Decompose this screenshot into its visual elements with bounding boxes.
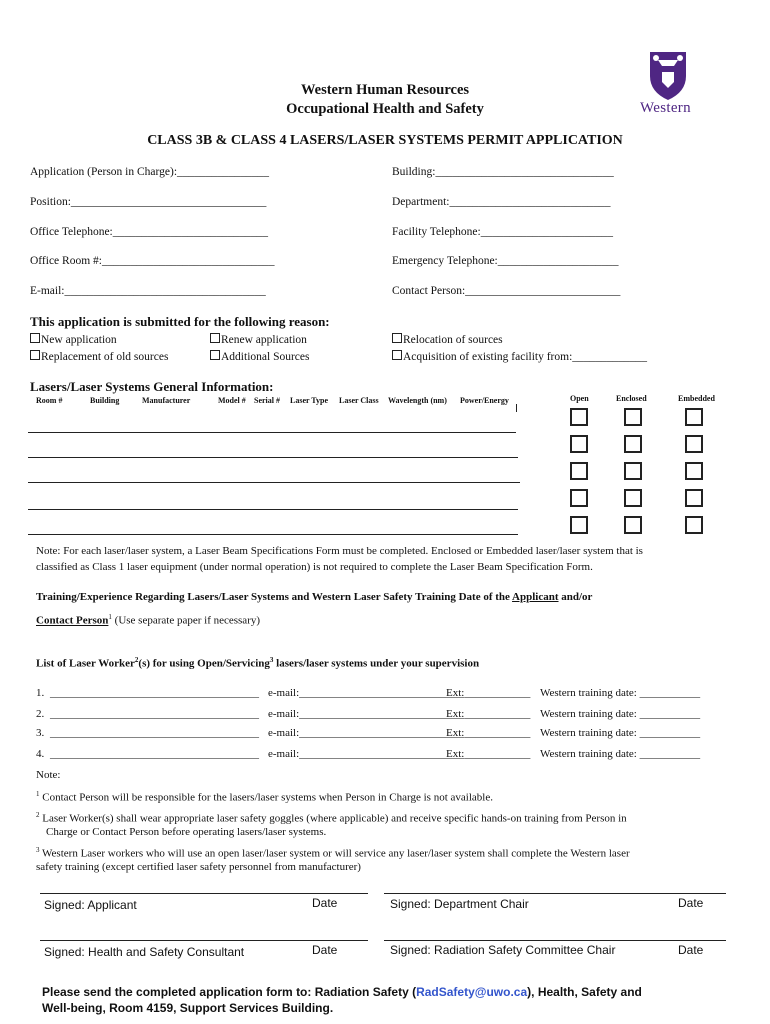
worker-training-field[interactable]: Western training date: ___________ — [540, 687, 701, 699]
col-manufacturer: Manufacturer — [142, 396, 191, 405]
worker-name-field[interactable]: ______________________________________ — [50, 727, 259, 739]
footer-line-1 — [42, 985, 642, 999]
worker-num: 4. — [36, 748, 45, 760]
checkbox-icon[interactable] — [30, 333, 40, 343]
signed-applicant-label: Signed: Applicant — [44, 898, 137, 912]
footnote-3-text: Western Laser workers who will use an open laser/laser system or will service any laser/laser system shall complete the Western laser — [39, 847, 630, 860]
embedded-checkbox[interactable] — [685, 516, 703, 534]
signed-chair-label: Signed: Department Chair — [390, 897, 529, 911]
col-wavelength: Wavelength (nm) — [388, 396, 447, 405]
building-field[interactable]: Building:_______________________________ — [392, 166, 614, 178]
worker-ext-field[interactable]: Ext:____________ — [446, 687, 531, 699]
date-label: Date — [312, 943, 338, 957]
reason-renew-label: Renew application — [221, 334, 307, 346]
training-contact-person: Contact Person — [36, 614, 109, 627]
lasers-heading: Lasers/Laser Systems General Information: — [30, 379, 274, 394]
enclosed-checkbox[interactable] — [624, 516, 642, 534]
signature-line-chair[interactable] — [384, 893, 726, 894]
signature-line-applicant[interactable] — [40, 893, 368, 894]
training-prefix: Training/Experience Regarding Lasers/Laser Systems and Western Laser Safety Training Date of the — [36, 591, 513, 603]
signature-line-rsc[interactable] — [384, 940, 726, 941]
email-field[interactable]: E-mail:___________________________________ — [30, 285, 266, 297]
reason-relocation[interactable] — [392, 333, 503, 346]
enclosed-checkbox[interactable] — [624, 489, 642, 507]
workers-heading-b: (s) for using Open/Servicing — [138, 657, 270, 670]
footnote-2-cont: Charge or Contact Person before operating lasers/laser systems. — [46, 826, 327, 838]
application-field[interactable]: Application (Person in Charge):________________ — [30, 166, 270, 178]
footer-text-a: Please send the completed application form to: Radiation Safety ( — [42, 985, 417, 999]
form-title: CLASS 3B & CLASS 4 LASERS/LASER SYSTEMS PERMIT APPLICATION — [147, 133, 623, 148]
reason-replacement-label: Replacement of old sources — [41, 351, 169, 363]
open-checkbox[interactable] — [570, 516, 588, 534]
footer-line-2: Well-being, Room 4159, Support Services Building. — [42, 1001, 334, 1015]
open-checkbox[interactable] — [570, 435, 588, 453]
embedded-checkbox[interactable] — [685, 462, 703, 480]
table-row[interactable] — [28, 534, 518, 535]
footnote-ref: 1 — [36, 790, 40, 798]
footer-email-link[interactable]: RadSafety@uwo.ca — [416, 985, 528, 999]
col-laser-class: Laser Class — [339, 396, 379, 405]
facility-telephone-field[interactable]: Facility Telephone:_______________________ — [392, 226, 613, 238]
col-laser-type: Laser Type — [290, 396, 329, 405]
reason-new-label: New application — [41, 334, 117, 346]
signed-consultant-label: Signed: Health and Safety Consultant — [44, 945, 245, 959]
footnote-1 — [36, 790, 493, 804]
footnote-ref: 3 — [269, 656, 274, 664]
date-label: Date — [312, 896, 338, 910]
checkbox-icon[interactable] — [30, 350, 40, 360]
footer-text-b: ), Health, Safety and — [527, 985, 642, 999]
open-checkbox[interactable] — [570, 462, 588, 480]
checkbox-icon[interactable] — [210, 350, 220, 360]
worker-name-field[interactable]: ______________________________________ — [50, 708, 259, 720]
signed-rsc-label: Signed: Radiation Safety Committee Chair — [390, 943, 616, 957]
enclosed-checkbox[interactable] — [624, 435, 642, 453]
table-row[interactable] — [28, 509, 518, 510]
date-label: Date — [678, 896, 704, 910]
worker-email-field[interactable]: e-mail:______________________________ — [268, 748, 465, 760]
col-serial: Serial # — [254, 396, 280, 405]
workers-heading-a: List of Laser Worker — [36, 657, 135, 670]
worker-ext-field[interactable]: Ext:____________ — [446, 708, 531, 720]
footnote-ref: 2 — [134, 656, 139, 664]
training-heading — [36, 591, 592, 603]
col-open: Open — [570, 394, 589, 403]
footnote-3-cont: safety training (except certified laser safety personnel from manufacturer) — [36, 861, 361, 873]
footnote-2-text: Laser Worker(s) shall wear appropriate laser safety goggles (where applicable) and receive specific hands-on training from Person in — [39, 812, 627, 825]
col-power: Power/Energy — [460, 396, 509, 405]
open-checkbox[interactable] — [570, 489, 588, 507]
footnote-ref: 2 — [36, 811, 40, 819]
reason-heading: This application is submitted for the following reason: — [30, 314, 330, 329]
worker-email-field[interactable]: e-mail:______________________________ — [268, 727, 465, 739]
reason-acquisition[interactable] — [392, 350, 647, 363]
table-row[interactable] — [28, 482, 520, 483]
worker-name-field[interactable]: ______________________________________ — [50, 748, 259, 760]
footnote-2 — [36, 811, 627, 825]
reason-additional[interactable] — [210, 350, 309, 363]
org-line-1: Western Human Resources — [300, 82, 470, 98]
col-enclosed: Enclosed — [616, 394, 647, 403]
office-room-field[interactable]: Office Room #:______________________________ — [30, 255, 275, 267]
footnote-ref: 1 — [108, 613, 112, 621]
training-contact-line — [36, 613, 260, 627]
enclosed-checkbox[interactable] — [624, 462, 642, 480]
org-line-2: Occupational Health and Safety — [286, 101, 484, 117]
embedded-checkbox[interactable] — [685, 408, 703, 426]
worker-email-field[interactable]: e-mail:______________________________ — [268, 708, 465, 720]
embedded-checkbox[interactable] — [685, 435, 703, 453]
reason-acquisition-label: Acquisition of existing facility from:_____________ — [403, 351, 648, 363]
worker-num: 2. — [36, 708, 45, 720]
note-laser-spec-2: classified as Class 1 laser equipment (under normal operation) is not required to complete the Laser Beam Specification Form. — [36, 561, 593, 573]
worker-training-field[interactable]: Western training date: ___________ — [540, 748, 701, 760]
worker-training-field[interactable]: Western training date: ___________ — [540, 708, 701, 720]
date-label: Date — [678, 943, 704, 957]
position-field[interactable]: Position:__________________________________ — [30, 196, 267, 208]
contact-person-field[interactable]: Contact Person:___________________________ — [392, 285, 621, 297]
worker-training-field[interactable]: Western training date: ___________ — [540, 727, 701, 739]
embedded-checkbox[interactable] — [685, 489, 703, 507]
signature-line-consultant[interactable] — [40, 940, 368, 941]
col-room: Room # — [36, 396, 63, 405]
reason-renew[interactable] — [210, 333, 307, 346]
training-suffix: and/or — [558, 591, 593, 603]
checkbox-icon[interactable] — [210, 333, 220, 343]
office-telephone-field[interactable]: Office Telephone:___________________________ — [30, 226, 269, 238]
department-field[interactable]: Department:____________________________ — [392, 196, 611, 208]
reason-new[interactable] — [30, 333, 117, 346]
col-model: Model # — [218, 396, 246, 405]
col-building: Building — [90, 396, 120, 405]
footnote-3 — [36, 846, 630, 860]
worker-ext-field[interactable]: Ext:____________ — [446, 727, 531, 739]
workers-heading — [36, 656, 479, 670]
notes-label: Note: — [36, 769, 61, 781]
table-row[interactable] — [28, 457, 518, 458]
worker-name-field[interactable]: ______________________________________ — [50, 687, 259, 699]
table-row[interactable] — [28, 432, 516, 433]
open-checkbox[interactable] — [570, 408, 588, 426]
reason-replacement[interactable] — [30, 350, 168, 363]
checkbox-icon[interactable] — [392, 333, 402, 343]
training-note: (Use separate paper if necessary) — [111, 614, 261, 627]
worker-ext-field[interactable]: Ext:____________ — [446, 748, 531, 760]
enclosed-checkbox[interactable] — [624, 408, 642, 426]
col-embedded: Embedded — [678, 394, 715, 403]
reason-relocation-label: Relocation of sources — [403, 334, 503, 346]
western-logo — [636, 48, 704, 120]
emergency-telephone-field[interactable]: Emergency Telephone:_____________________ — [392, 255, 619, 267]
training-applicant: Applicant — [512, 591, 559, 603]
logo-wordmark: Western — [640, 100, 691, 116]
footnote-1-text: Contact Person will be responsible for the lasers/laser systems when Person in Charge is not available. — [39, 791, 493, 804]
footnote-ref: 3 — [36, 846, 40, 854]
worker-num: 3. — [36, 727, 45, 739]
reason-additional-label: Additional Sources — [221, 351, 310, 363]
worker-num: 1. — [36, 687, 45, 699]
checkbox-icon[interactable] — [392, 350, 402, 360]
note-laser-spec-1: Note: For each laser/laser system, a Laser Beam Specifications Form must be completed. Enclosed or Embedded laser/laser system that is — [36, 545, 643, 557]
worker-email-field[interactable]: e-mail:______________________________ — [268, 687, 465, 699]
workers-heading-c: lasers/laser systems under your supervision — [273, 657, 480, 670]
